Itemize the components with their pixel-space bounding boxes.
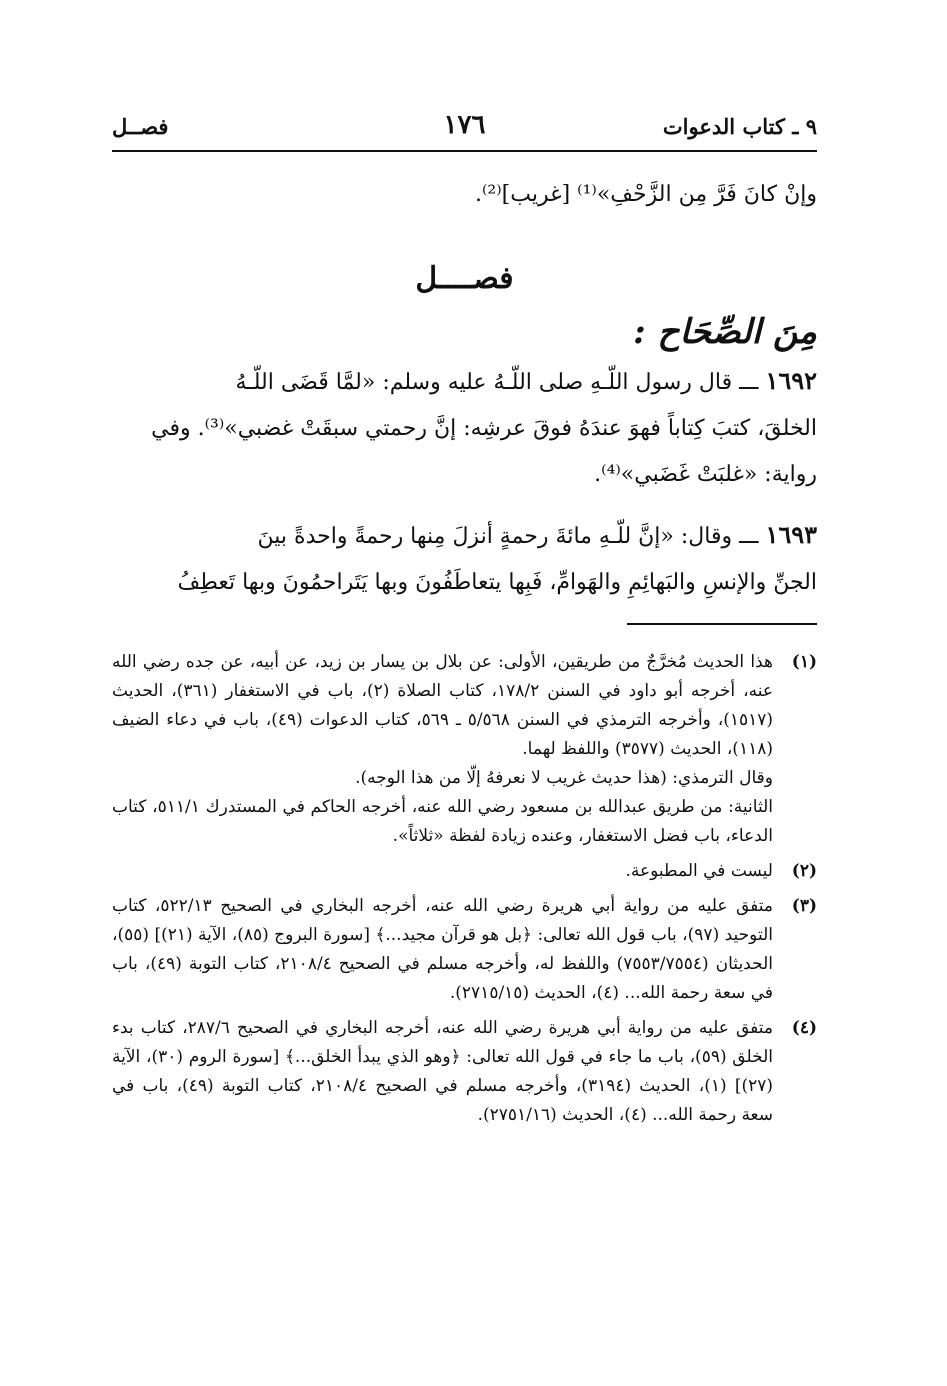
footnote-number: (٤) [791,1018,817,1038]
hadith-line: رواية: «غلبَتْ غَضَبي»⁽⁴⁾. [594,462,817,487]
footnote-paragraph: الثانية: من طريق عبدالله بن مسعود رضي الله عنه، أخرجه الحاكم في المستدرك ٥١١/١، كتاب الدعاء، باب فضل الاستغفار، وعنده زيادة لفظة «ثلاثاً». [112,797,773,846]
hadith-line [112,512,817,560]
section-heading: فصــــل [415,261,514,296]
hadith-line [112,358,817,406]
hadith-1693 [112,512,817,606]
hadith-text: ـــ قال رسول اللّـهِ صلى اللّـهُ عليه وسلم: «لمَّا قَضَى اللّـهُ [235,370,759,395]
footnote-2 [112,857,817,886]
footnote-paragraph: هذا الحديث مُخرَّجٌ من طريقين، الأولى: عن بلال بن يسار بن زيد، عن أبيه، عن جده رضي الله عنه، أخرجه أبو داود في السنن ١٧٨/٢، كتاب الصلاة (٢)، باب في الاستغفار (٣٦١)، الحديث (١٥١٧)، وأخرجه الترمذي في السنن ٥/٥٦٨ ـ ٥٦٩، كتاب الدعوات (٤٩)، باب في دعاء الضيف (١١٨)، الحديث (٣٥٧٧) واللفظ لهما. [112,652,774,759]
hadith-number: ١٦٩٢ [765,366,817,395]
footnote-number: (٣) [791,896,817,916]
main-text [112,172,817,606]
footnote-divider [627,623,817,625]
source-label: مِنَ الصِّحَاح : [633,312,817,352]
footnote-paragraph: متفق عليه من رواية أبي هريرة رضي الله عنه، أخرجه البخاري في الصحيح ٥٢٢/١٣، كتاب التوحيد (٩٧)، باب قول الله تعالى: ﴿بل هو قرآن مجيد...﴾ [سورة البروج (٨٥)، الآية (٢١)] (٥٥)، الحديثان (٧٥٥٣/٧٥٥٤) واللفظ له، وأخرجه مسلم في الصحيح ٢١٠٨/٤، كتاب التوبة (٤٩)، باب في سعة رحمة الله... (٤)، الحديث (٢٧١٥/١٥). [112,896,773,1003]
footnote-body [112,892,773,1008]
footnote-body [112,1014,773,1130]
running-header [112,110,817,152]
hadith-number: ١٦٩٣ [765,520,817,549]
footnote-paragraph: متفق عليه من رواية أبي هريرة رضي الله عنه، أخرجه البخاري في الصحيح ٢٨٧/٦، كتاب بدء الخلق (٥٩)، باب ما جاء في قول الله تعالى: ﴿وهو الذي يبدأ الخلق...﴾ [سورة الروم (٣٠)، الآية (٢٧)] (١)، الحديث (٣١٩٤)، وأخرجه مسلم في الصحيح ٢١٠٨/٤، كتاب التوبة (٤٩)، باب في سعة رحمة الله... (٤)، الحديث (٢٧٥١/١٦). [112,1018,773,1125]
page-number: ١٧٦ [443,110,486,140]
hadith-text: ـــ وقال: «إنَّ للّـهِ مائةَ رحمةٍ أنزلَ مِنها رحمةً واحدةً بينَ [257,524,759,549]
footnote-3 [112,892,817,1008]
footnote-number: (١) [791,652,817,672]
footnote-number: (٢) [791,861,817,881]
hadith-line: الخلقَ، كتبَ كِتاباً فهوَ عندَهُ فوقَ عرشِه: إنَّ رحمتي سبقَتْ غضبي»⁽³⁾. وفي [151,416,817,441]
hadith-line: الجنِّ والإنسِ والبَهائِمِ والهَوامِّ، فَبِها يتعاطَفُونَ وبها يَتَراحمُونَ وبها تَعطِفُ [177,570,817,595]
footnote-paragraph: ليست في المطبوعة. [625,861,773,881]
continued-line: وإنْ كانَ فَرَّ مِن الزَّحْفِ»⁽¹⁾ [غريب]⁽²⁾. [475,182,817,207]
section-label: فصــل [112,114,169,139]
footnote-1 [112,648,817,851]
footnote-4 [112,1014,817,1130]
footnote-body [112,857,773,886]
footnotes [112,648,817,1136]
hadith-1692 [112,358,817,498]
footnote-body [112,648,773,851]
footnote-paragraph: وقال الترمذي: (هذا حديث غريب لا نعرفهُ إلّا من هذا الوجه). [355,768,773,788]
chapter-title: ٩ ـ كتاب الدعوات [662,114,817,139]
